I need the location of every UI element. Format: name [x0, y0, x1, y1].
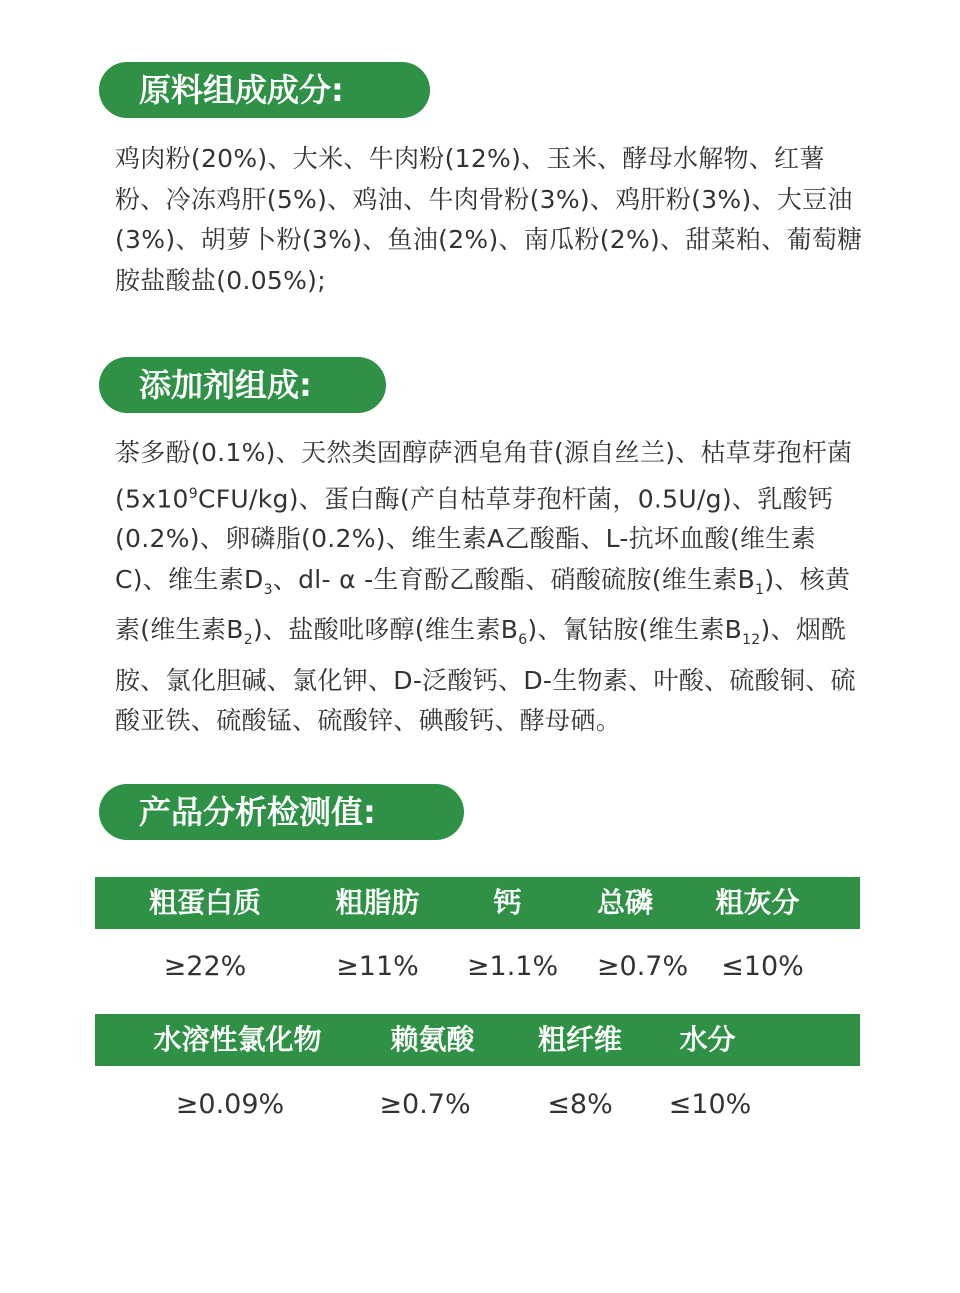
table1-value-cell: ≤10% — [721, 951, 804, 982]
additives-text-part: CFU/kg)、蛋白酶(产自枯草芽孢杆菌，0.5U/g)、乳酸钙(0.2%)、卵磷脂(0.2%)、维生素A乙酸酯、L-抗坏血酸(维生素C)、维生素D — [115, 483, 834, 594]
table1-header-cell: 粗脂肪 — [335, 886, 420, 919]
table1-header-cell: 钙 — [493, 886, 522, 919]
table2-value-cell: ≥0.09% — [175, 1089, 285, 1120]
table1-header-cell: 粗蛋白质 — [148, 886, 261, 919]
table2-header-cell: 水分 — [679, 1023, 736, 1056]
additives-text — [115, 433, 865, 742]
subscript: 3 — [263, 581, 273, 598]
subscript: 6 — [518, 632, 528, 649]
exponent: 9 — [188, 485, 198, 502]
additives-text-part: )、盐酸吡哆醇(维生素B — [252, 615, 519, 645]
table1-value-cell: ≥0.7% — [596, 951, 689, 982]
table2-value-cell: ≤10% — [668, 1089, 752, 1120]
table2-header-cell: 粗纤维 — [537, 1023, 622, 1056]
subscript: 1 — [755, 581, 765, 598]
additives-text-part: )、烟酰胺、氯化胆碱、氯化钾、D-泛酸钙、D-生物素、叶酸、硫酸铜、硫酸亚铁、硫酸锰、硫酸锌、碘酸钙、酵母硒。 — [115, 615, 856, 736]
subscript: 2 — [243, 632, 253, 649]
ingredients-title: 原料组成成分: — [99, 62, 430, 118]
table2-value-cell: ≥0.7% — [379, 1089, 471, 1120]
table2-header-row — [95, 1014, 860, 1066]
table2-header-cell: 赖氨酸 — [390, 1023, 475, 1056]
ingredients-text: 鸡肉粉(20%)、大米、牛肉粉(12%)、玉米、酵母水解物、红薯粉、冷冻鸡肝(5%)、鸡油、牛肉骨粉(3%)、鸡肝粉(3%)、大豆油(3%)、胡萝卜粉(3%)、鱼油(2%)、南瓜粉(2%)、甜菜粕、葡萄糖胺盐酸盐(0.05%); — [115, 144, 863, 295]
additives-text-part: )、核黄素(维生素B — [115, 564, 851, 645]
additives-text-part: )、氰钴胺(维生素B — [527, 615, 743, 645]
table1-value-cell: ≥1.1% — [466, 951, 559, 982]
table1-header-cell: 总磷 — [596, 886, 653, 919]
analysis-title: 产品分析检测值: — [99, 784, 464, 840]
additives-title: 添加剂组成: — [99, 357, 386, 413]
subscript: 12 — [742, 632, 761, 649]
table2-value-cell: ≤8% — [547, 1089, 613, 1120]
table1-value-cell: ≥22% — [163, 951, 247, 982]
table2-header-cell: 水溶性氯化物 — [153, 1023, 322, 1056]
table1-value-cell: ≥11% — [336, 951, 419, 982]
additives-text-part: 茶多酚(0.1%)、天然类固醇萨洒皂角苷(源自丝兰)、枯草芽孢杆菌(5x10 — [115, 438, 853, 513]
table1-header-cell: 粗灰分 — [715, 886, 800, 919]
additives-text-part: 、dl- α -生育酚乙酸酯、硝酸硫胺(维生素B — [272, 564, 756, 594]
table1-header-row — [95, 877, 860, 929]
